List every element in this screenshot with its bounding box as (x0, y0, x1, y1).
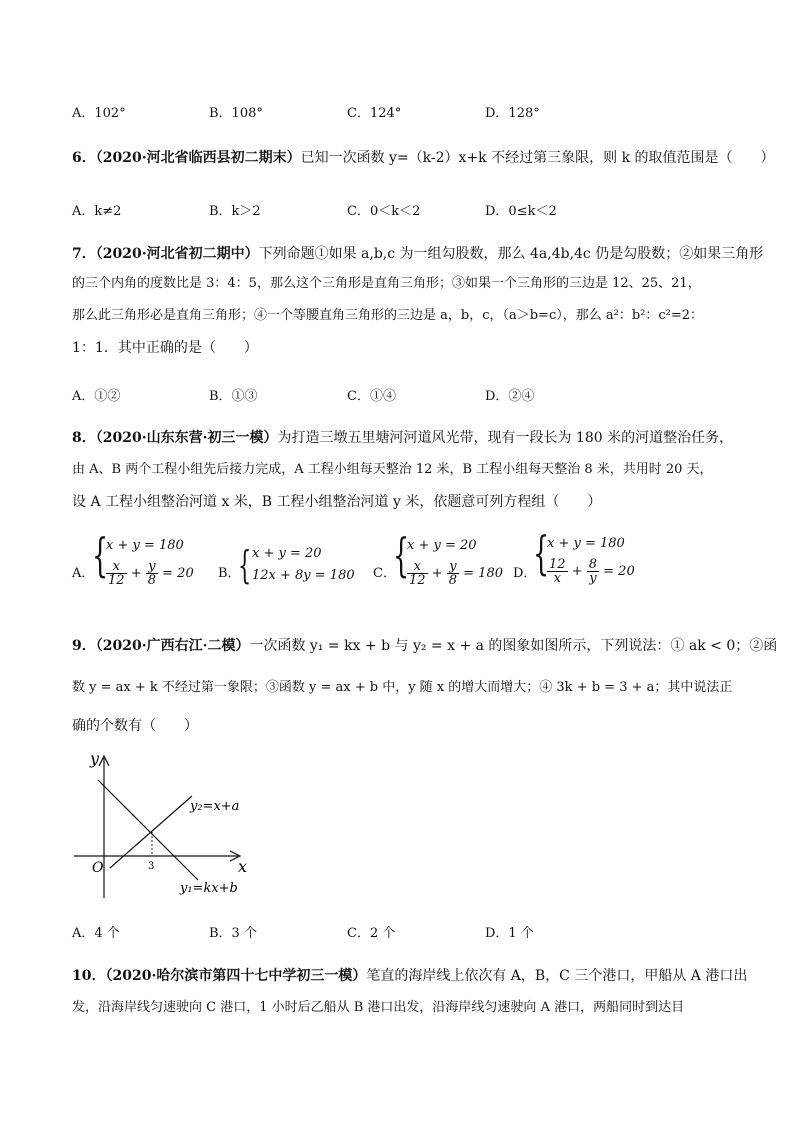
q6-stem (72, 148, 775, 168)
q7-option-b: B．①③ (209, 389, 258, 404)
q5-option-c: C．124° (347, 106, 402, 121)
q10-line-1 (72, 966, 747, 986)
q8-a-eq1: x + y = 180 (106, 538, 184, 553)
q10-text-1: 笔直的海岸线上依次有 A，B，C 三个港口，甲船从 A 港口出 (366, 968, 748, 984)
q6-option-b: B．k＞2 (209, 204, 261, 219)
q8-line-2: 由 A、B 两个工程小组先后接力完成，A 工程小组每天整治 12 米，B 工程小组每天整治 8 米，共用时 20 天， (72, 462, 713, 477)
q8-option-d-system: { x + y = 180 $\frac{12}{x}$ + $\frac{8}{y}$ = 20 (533, 526, 635, 586)
q9-option-c: C．2 个 (347, 926, 396, 941)
q7-line-1 (72, 244, 763, 264)
q9-line-2: 数 y = ax + k 不经过第一象限；③函数 y = ax + b 中，y 随 x 的增大而增大；④ 3k + b = 3 + a；其中说法正 (72, 680, 733, 695)
q9-option-b: B．3 个 (209, 926, 257, 941)
q9-line-1 (72, 636, 777, 656)
q9-function-graph (70, 752, 260, 902)
q8-line-1 (72, 428, 733, 448)
q8-line-3: 设 A 工程小组整治河道 x 米，B 工程小组整治河道 y 米，依题意可列方程组（ ） (72, 494, 602, 510)
q8-b-eq1: x + y = 20 (252, 546, 322, 561)
q5-option-a: A．102° (72, 106, 126, 121)
q8-d-eq1: x + y = 180 (547, 536, 625, 551)
q9-option-a: A．4 个 (72, 926, 120, 941)
q8-number: 8． (72, 430, 96, 446)
q5-option-d: D．128° (485, 106, 540, 121)
q6-number: 6． (72, 150, 96, 166)
q6-option-d: D．0≤k＜2 (485, 204, 557, 219)
q9-text-1: 一次函数 y₁ = kx + b 与 y₂ = x + a 的图象如图所示，下列说法：① ak < 0；②函 (249, 638, 778, 654)
line-y2-label: y₂=x+a (190, 799, 240, 814)
q10-source: （2020·哈尔滨市第四十七中学初三一模） (105, 968, 367, 984)
q8-b-eq2: 12x + 8y = 180 (252, 568, 355, 583)
q7-number: 7． (72, 246, 96, 262)
q6-text: 已知一次函数 y=（k-2）x+k 不经过第三象限，则 k 的取值范围是（ ） (300, 150, 775, 166)
q8-a-eq2: $\frac{x}{12}$ + $\frac{y}{8}$ = 20 (108, 559, 194, 588)
q8-option-c-system: { x + y = 20 $\frac{x}{12}$ + $\frac{y}{8}$ = 180 (393, 528, 503, 588)
q8-text-1: 为打造三墩五里塘河河道风光带，现有一段长为 180 米的河道整治任务， (277, 430, 734, 446)
q8-d-eq2: $\frac{12}{x}$ + $\frac{8}{y}$ = 20 (549, 557, 635, 586)
q8-option-c-letter: C． (373, 566, 396, 581)
q7-option-c: C．①④ (347, 389, 396, 404)
q7-text-1: 下列命题①如果 a,b,c 为一组勾股数，那么 4a,4b,4c 仍是勾股数；②如果三角形 (258, 246, 764, 262)
q6-option-c: C．0＜k＜2 (347, 204, 421, 219)
q9-source: （2020·广西右江·二模） (95, 638, 250, 654)
x-axis-label: x (238, 857, 248, 876)
line-y2 (110, 796, 192, 868)
origin-label: O (92, 860, 104, 876)
q8-option-b-letter: B． (218, 566, 241, 581)
q10-line-2: 发，沿海岸线匀速驶向 C 港口，1 小时后乙船从 B 港口出发，沿海岸线匀速驶向 A 港口，两船同时到达目 (72, 1000, 685, 1015)
q8-option-d-letter: D． (513, 566, 537, 581)
q5-option-b: B．108° (209, 106, 263, 121)
q8-option-a-letter: A． (72, 566, 95, 581)
tick-label-3: 3 (148, 861, 155, 872)
q7-line-3: 那么此三角形必是直角三角形；④一个等腰直角三角形的三边是 a，b，c，（a＞b=c），那么 a²：b²：c²=2： (72, 308, 704, 323)
q7-line-2: 的三个内角的度数比是 3：4：5，那么这个三角形是直角三角形；③如果一个三角形的三边是 12、25、21， (72, 276, 701, 291)
q7-option-a: A．①② (72, 389, 121, 404)
q10-number: 10． (72, 968, 106, 984)
y-axis-label: y (90, 752, 100, 768)
q9-number: 9． (72, 638, 96, 654)
q6-source: （2020·河北省临西县初二期末） (95, 150, 301, 166)
q9-option-d: D．1 个 (485, 926, 534, 941)
q7-line-4: 1：1．其中正确的是（ ） (72, 340, 258, 356)
q8-c-eq1: x + y = 20 (407, 538, 477, 553)
q7-source: （2020·河北省初二期中） (95, 246, 259, 262)
q8-c-eq2: $\frac{x}{12}$ + $\frac{y}{8}$ = 180 (409, 559, 503, 588)
q8-option-b-system: { x + y = 20 12x + 8y = 180 (238, 543, 355, 587)
q8-source: （2020·山东东营·初三一模） (95, 430, 278, 446)
q7-option-d: D．②④ (485, 389, 535, 404)
q6-option-a: A．k≠2 (72, 204, 122, 219)
q8-option-a-system: { x + y = 180 $\frac{x}{12}$ + $\frac{y}{8}$ = 20 (92, 528, 194, 588)
line-y1-label: y₁=kx+b (180, 881, 238, 896)
q9-line-3: 确的个数有（ ） (72, 718, 198, 734)
